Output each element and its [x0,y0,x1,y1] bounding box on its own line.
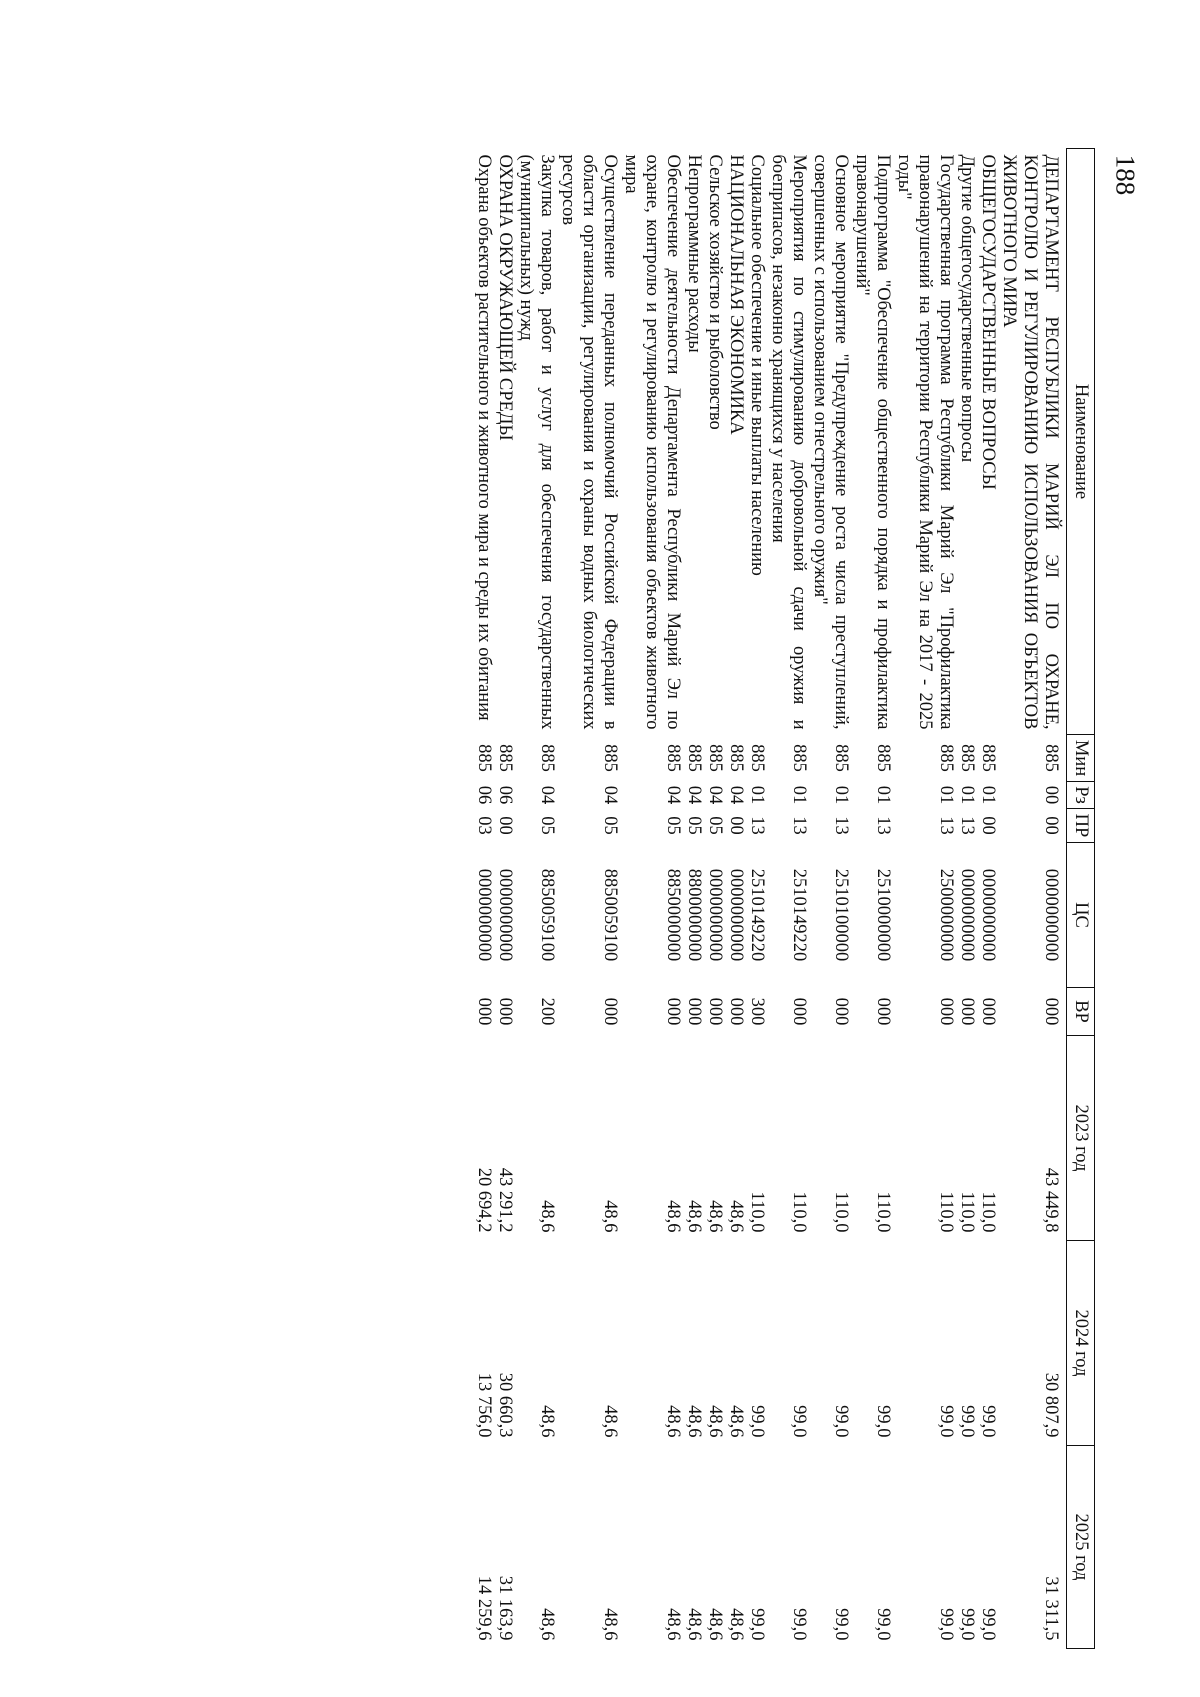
row-vr: 000 [474,997,494,1026]
row-value-2024: 48,6 [537,1405,557,1438]
table-row [893,149,956,1649]
row-pr: 05 [600,816,620,835]
row-value-2024: 99,0 [978,1405,998,1438]
row-name: Мероприятия по стимулированию добровольной сдачи оружия и боеприпасов, незаконно хранящихся у населения [768,154,809,730]
row-min: 885 [831,744,851,772]
row-cs: 0000000000 [474,868,494,962]
row-value-2025: 48,6 [684,1608,704,1641]
row-rz: 01 [957,785,977,805]
row-value-2023: 110,0 [789,1191,809,1233]
row-min: 885 [873,744,893,772]
row-value-2025: 99,0 [873,1608,893,1641]
row-vr: 000 [705,997,725,1026]
row-cs: 2500000000 [936,868,956,962]
row-name: Другие общегосударственные вопросы [957,154,977,463]
row-value-2023: 110,0 [873,1191,893,1233]
row-cs: 8800000000 [684,868,704,962]
header-2024: 2024 год [1067,1241,1095,1446]
row-rz: 04 [537,785,557,805]
row-cs: 0000000000 [495,868,515,962]
row-vr: 000 [600,997,620,1026]
row-value-2023: 110,0 [747,1191,767,1233]
row-rz: 01 [831,785,851,805]
header-name: Наименование [1067,149,1095,735]
table-row [998,149,1067,1649]
row-value-2023: 110,0 [831,1191,851,1233]
row-name: Непрограммные расходы [684,154,704,353]
row-rz: 06 [474,785,494,805]
header-cs: ЦС [1067,843,1095,988]
row-value-2025: 99,0 [831,1608,851,1641]
row-rz: 00 [1041,785,1061,805]
row-value-2023: 110,0 [978,1191,998,1233]
row-value-2023: 43 449,8 [1041,1167,1061,1233]
row-value-2025: 99,0 [747,1608,767,1641]
row-value-2024: 99,0 [747,1405,767,1438]
rotated-page-content [95,148,1095,1658]
row-cs: 8850059100 [600,868,620,962]
row-value-2024: 99,0 [831,1405,851,1438]
table-row [704,149,725,1649]
table-row [767,149,809,1649]
table-row [515,149,557,1649]
row-cs: 2510000000 [873,868,893,962]
row-pr: 03 [474,816,494,835]
row-vr: 000 [495,997,515,1026]
header-min: Мин [1067,735,1095,782]
row-cs: 8850000000 [663,868,683,962]
row-rz: 04 [684,785,704,805]
row-vr: 000 [831,997,851,1026]
row-rz: 04 [663,785,683,805]
table-row [683,149,704,1649]
row-min: 885 [684,744,704,772]
row-value-2025: 14 259,6 [474,1575,494,1641]
row-value-2023: 110,0 [936,1191,956,1233]
row-value-2023: 110,0 [957,1191,977,1233]
row-min: 885 [789,744,809,772]
row-name: ОХРАНА ОКРУЖАЮЩЕЙ СРЕДЫ [495,154,515,441]
row-value-2023: 48,6 [705,1200,725,1233]
row-value-2025: 31 163,9 [495,1575,515,1641]
row-min: 885 [474,744,494,772]
row-pr: 13 [957,816,977,835]
row-rz: 01 [873,785,893,805]
row-value-2023: 43 291,2 [495,1167,515,1233]
row-value-2025: 99,0 [957,1608,977,1641]
header-2025: 2025 год [1067,1446,1095,1649]
row-min: 885 [600,744,620,772]
row-rz: 01 [936,785,956,805]
row-value-2025: 48,6 [600,1608,620,1641]
row-vr: 000 [726,997,746,1026]
row-value-2025: 99,0 [936,1608,956,1641]
table-row [977,149,998,1649]
row-value-2025: 31 311,5 [1041,1576,1061,1641]
row-cs: 2510149220 [789,868,809,962]
row-cs: 2510149220 [747,868,767,962]
row-value-2024: 48,6 [600,1405,620,1438]
row-name: Закупка товаров, работ и услуг для обеспечения государственных (муниципальных) нужд [516,154,557,730]
row-vr: 000 [957,997,977,1026]
row-pr: 13 [873,816,893,835]
row-name: НАЦИОНАЛЬНАЯ ЭКОНОМИКА [726,154,746,435]
row-cs: 8850059100 [537,868,557,962]
row-name: Основное мероприятие "Предупреждение роста числа преступлений, совершенных с использованием огнестрельного оружия" [810,154,851,730]
row-value-2024: 48,6 [705,1405,725,1438]
row-rz: 01 [789,785,809,805]
table-row [494,149,515,1649]
row-rz: 06 [495,785,515,805]
row-value-2023: 48,6 [537,1200,557,1233]
row-value-2024: 48,6 [684,1405,704,1438]
table-row [725,149,746,1649]
row-value-2024: 48,6 [726,1405,746,1438]
row-vr: 000 [663,997,683,1026]
row-value-2025: 48,6 [537,1608,557,1641]
row-pr: 13 [936,816,956,835]
row-name: ОБЩЕГОСУДАРСТВЕННЫЕ ВОПРОСЫ [978,154,998,490]
row-rz: 01 [978,785,998,805]
row-vr: 200 [537,997,557,1026]
row-rz: 04 [600,785,620,805]
table-row [557,149,620,1649]
row-cs: 0000000000 [957,868,977,962]
row-min: 885 [936,744,956,772]
table-body [473,149,1067,1649]
row-min: 885 [663,744,683,772]
row-value-2024: 13 756,0 [474,1372,494,1438]
row-value-2024: 99,0 [789,1405,809,1438]
row-value-2023: 48,6 [600,1200,620,1233]
header-vr: ВР [1067,988,1095,1036]
page-number: 188 [1110,154,1141,196]
row-name: Подпрограмма "Обеспечение общественного порядка и профилактика правонарушений" [852,154,893,730]
budget-table [473,148,1095,1649]
row-pr: 05 [684,816,704,835]
row-value-2024: 30 660,3 [495,1372,515,1438]
row-vr: 000 [1041,997,1061,1026]
row-name: Государственная программа Республики Марий Эл "Профилактика правонарушений на территории Республики Марий Эл на 2017 - 2025 годы" [894,154,956,730]
row-vr: 300 [747,997,767,1026]
row-pr: 05 [663,816,683,835]
row-cs: 0000000000 [1041,868,1061,962]
row-vr: 000 [789,997,809,1026]
row-value-2025: 99,0 [978,1608,998,1641]
row-value-2024: 99,0 [873,1405,893,1438]
table-header-row [1067,149,1095,1649]
row-name: Обеспечение деятельности Департамента Республики Марий Эл по охране, контролю и регулированию использования объектов животного мира [621,154,683,730]
row-value-2024: 30 807,9 [1041,1372,1061,1438]
row-value-2025: 99,0 [789,1608,809,1641]
header-2023: 2023 год [1067,1036,1095,1241]
row-pr: 05 [537,816,557,835]
row-min: 885 [1041,744,1061,772]
header-pr: ПР [1067,809,1095,843]
header-rz: Рз [1067,782,1095,809]
row-min: 885 [705,744,725,772]
row-value-2023: 48,6 [663,1200,683,1233]
row-pr: 00 [1041,816,1061,835]
row-value-2025: 48,6 [663,1608,683,1641]
row-value-2024: 99,0 [957,1405,977,1438]
row-pr: 00 [495,816,515,835]
row-rz: 04 [705,785,725,805]
row-cs: 0000000000 [705,868,725,962]
row-pr: 00 [726,816,746,835]
row-pr: 13 [747,816,767,835]
table-row [956,149,977,1649]
table-row [851,149,893,1649]
table-row [620,149,683,1649]
row-cs: 0000000000 [726,868,746,962]
row-name: Сельское хозяйство и рыболовство [705,154,725,430]
row-pr: 00 [978,816,998,835]
row-rz: 01 [747,785,767,805]
row-min: 885 [537,744,557,772]
row-vr: 000 [684,997,704,1026]
table-row [746,149,767,1649]
row-name: ДЕПАРТАМЕНТ РЕСПУБЛИКИ МАРИЙ ЭЛ ПО ОХРАНЕ, КОНТРОЛЮ И РЕГУЛИРОВАНИЮ ИСПОЛЬЗОВАНИЯ ОБЪЕКТОВ ЖИВОТНОГО МИРА [999,154,1061,730]
table-row [809,149,851,1649]
row-value-2025: 48,6 [726,1608,746,1641]
row-min: 885 [495,744,515,772]
row-pr: 05 [705,816,725,835]
row-vr: 000 [936,997,956,1026]
row-rz: 04 [726,785,746,805]
row-min: 885 [726,744,746,772]
row-name: Охрана объектов растительного и животного мира и среды их обитания [474,154,494,721]
row-cs: 0000000000 [978,868,998,962]
row-value-2023: 20 694,2 [474,1167,494,1233]
row-value-2024: 48,6 [663,1405,683,1438]
row-cs: 2510100000 [831,868,851,962]
row-min: 885 [957,744,977,772]
row-vr: 000 [873,997,893,1026]
row-name: Социальное обеспечение и иные выплаты населению [747,154,767,576]
row-value-2025: 48,6 [705,1608,725,1641]
row-value-2023: 48,6 [726,1200,746,1233]
table-row [473,149,494,1649]
row-pr: 13 [789,816,809,835]
row-value-2023: 48,6 [684,1200,704,1233]
row-value-2024: 99,0 [936,1405,956,1438]
row-min: 885 [747,744,767,772]
row-pr: 13 [831,816,851,835]
row-vr: 000 [978,997,998,1026]
row-name: Осуществление переданных полномочий Российской Федерации в области организации, регулирования и охраны водных биологических ресурсов [558,154,620,730]
row-min: 885 [978,744,998,772]
